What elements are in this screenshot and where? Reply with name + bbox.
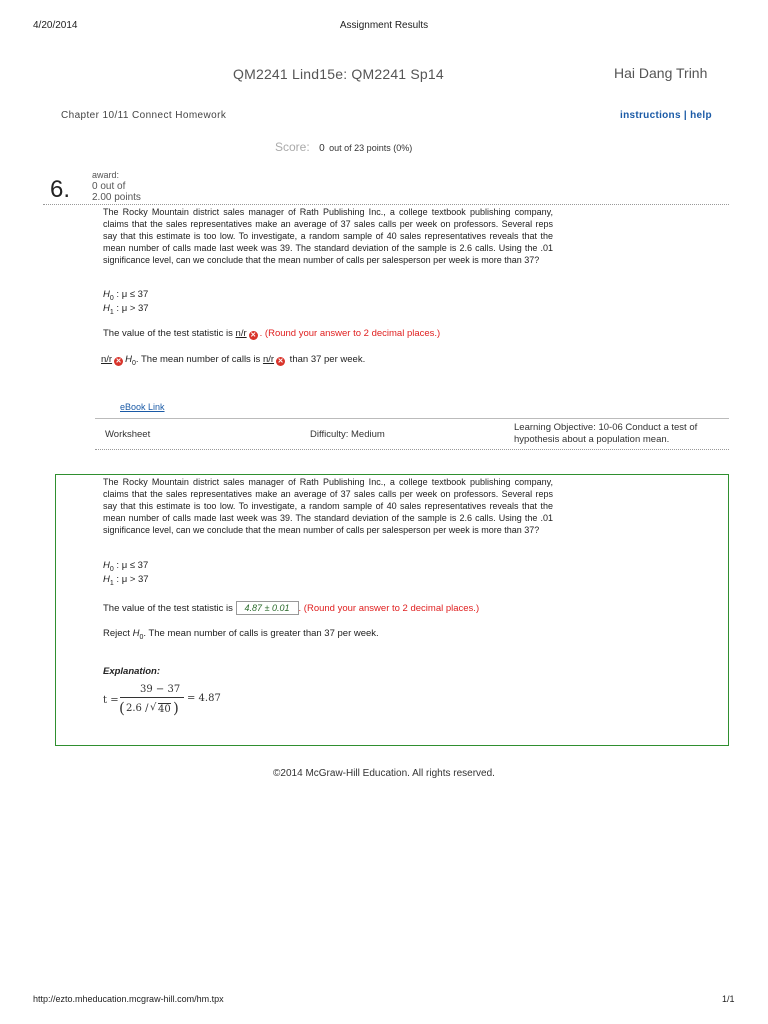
answer-stat-line — [103, 601, 479, 615]
score-value: 0 — [319, 143, 325, 154]
h1-subscript: 1 — [109, 308, 114, 316]
h0-symbol: H — [103, 560, 110, 571]
header-links — [620, 110, 712, 121]
award-points-total: 2.00 points — [92, 192, 141, 203]
h0-subscript: 0 — [139, 633, 144, 641]
h0-statement: : μ ≤ 37 — [113, 289, 149, 300]
explanation-label: Explanation: — [103, 666, 161, 677]
decision-word: Reject — [103, 628, 133, 639]
h0-subscript: 0 — [109, 294, 114, 302]
incorrect-icon: ✕ — [277, 358, 284, 365]
test-statistic-line — [103, 328, 440, 340]
decision-suffix: . The mean number of calls is — [135, 354, 263, 365]
assignment-title: Chapter 10/11 Connect Homework — [61, 110, 227, 121]
h1-symbol: H — [103, 303, 110, 314]
alt-hypothesis — [103, 302, 149, 319]
answer-decision-line — [103, 628, 379, 641]
explanation-formula — [103, 684, 223, 724]
right-paren: ) — [173, 699, 179, 717]
comparison-response: n/r — [262, 354, 275, 365]
decision-rest: . The mean number of calls is greater than 37 per week. — [143, 628, 379, 639]
copyright: ©2014 McGraw-Hill Education. All rights reserved. — [273, 768, 495, 779]
formula-den-a: 2.6 / — [126, 703, 149, 714]
award-block — [92, 170, 141, 203]
ebook-link[interactable]: eBook Link — [120, 402, 165, 412]
score-block — [275, 138, 412, 156]
formula-numerator: 39 − 37 — [140, 684, 181, 695]
h1-statement: : μ > 37 — [113, 303, 149, 314]
score-label: Score: — [275, 140, 310, 154]
h1-statement: : μ > 37 — [113, 574, 149, 585]
award-points-earned: 0 out of — [92, 181, 126, 192]
h0-subscript: 0 — [131, 359, 136, 367]
left-paren: ( — [119, 699, 125, 717]
course-title: QM2241 Lind15e: QM2241 Sp14 — [233, 66, 444, 82]
worksheet-label: Worksheet — [105, 429, 151, 440]
question-number: 6. — [50, 176, 71, 203]
meta-top-rule — [95, 418, 729, 419]
score-detail: out of 23 points (0%) — [329, 143, 413, 153]
round-note: . (Round your answer to 2 decimal places.) — [298, 603, 480, 614]
decision-response: n/r — [101, 354, 113, 365]
formula-result: = 4.87 — [187, 693, 221, 704]
round-note: . (Round your answer to 2 decimal places.) — [259, 328, 441, 339]
stat-prefix: The value of the test statistic is — [103, 603, 236, 614]
fraction-bar — [120, 697, 184, 698]
page-number: 1/1 — [722, 994, 735, 1004]
help-link[interactable]: help — [690, 110, 712, 121]
formula-den-b: 40 — [158, 704, 171, 715]
answer-question-text: The Rocky Mountain district sales manager of Rath Publishing Inc., a college textbook publishing company, claims that the sales representatives make an average of 37 sales calls per week on professors. Several reps say that this estimate is too low. To investigate, a random sample of 40 sales representatives reveals that the mean number of calls made last week was 39. The standard deviation of the sample is 2.6 calls. Using the .01 significance level, can we conclude that the mean number of calls per salesperson per week is more than 37? — [103, 477, 553, 535]
decision-line — [101, 354, 365, 367]
h0-statement: : μ ≤ 37 — [113, 560, 149, 571]
question-divider — [43, 204, 729, 205]
h0-symbol: H — [103, 289, 110, 300]
print-date: 4/20/2014 — [33, 20, 78, 31]
decision-end: than 37 per week. — [287, 354, 366, 365]
difficulty-label: Difficulty: Medium — [310, 429, 385, 440]
question-text: The Rocky Mountain district sales manager of Rath Publishing Inc., a college textbook publishing company, claims that the sales representatives make an average of 37 sales calls per week on professors. Several reps say that this estimate is too low. To investigate, a random sample of 40 sales representatives reveals that the mean number of calls made last week was 39. The standard deviation of the sample is 2.6 calls. Using the .01 significance level, can we conclude that the mean number of calls per salesperson per week is more than 37? — [103, 207, 553, 265]
h0-symbol: H — [125, 354, 132, 365]
correct-answer-box: 4.87 ± 0.01 — [236, 601, 299, 615]
h0-subscript: 0 — [109, 565, 114, 573]
stat-response: n/r — [235, 328, 247, 339]
meta-bottom-rule — [95, 449, 729, 450]
incorrect-icon: ✕ — [115, 358, 122, 365]
h1-subscript: 1 — [109, 579, 114, 587]
answer-alt-hypothesis — [103, 573, 149, 590]
link-separator: | — [683, 110, 688, 121]
student-name: Hai Dang Trinh — [614, 65, 708, 81]
instructions-link[interactable]: instructions — [620, 110, 681, 121]
stat-prefix: The value of the test statistic is — [103, 328, 236, 339]
award-label: award: — [92, 170, 120, 180]
print-title: Assignment Results — [339, 20, 429, 31]
formula-t: t = — [103, 695, 119, 706]
learning-objective: Learning Objective: 10-06 Conduct a test of hypothesis about a population mean. — [514, 422, 698, 445]
h1-symbol: H — [103, 574, 110, 585]
incorrect-icon: ✕ — [250, 332, 257, 339]
h0-symbol: H — [132, 628, 140, 639]
sqrt-icon: √ — [150, 702, 157, 713]
page-url: http://ezto.mheducation.mcgraw-hill.com/hm.tpx — [33, 994, 224, 1004]
